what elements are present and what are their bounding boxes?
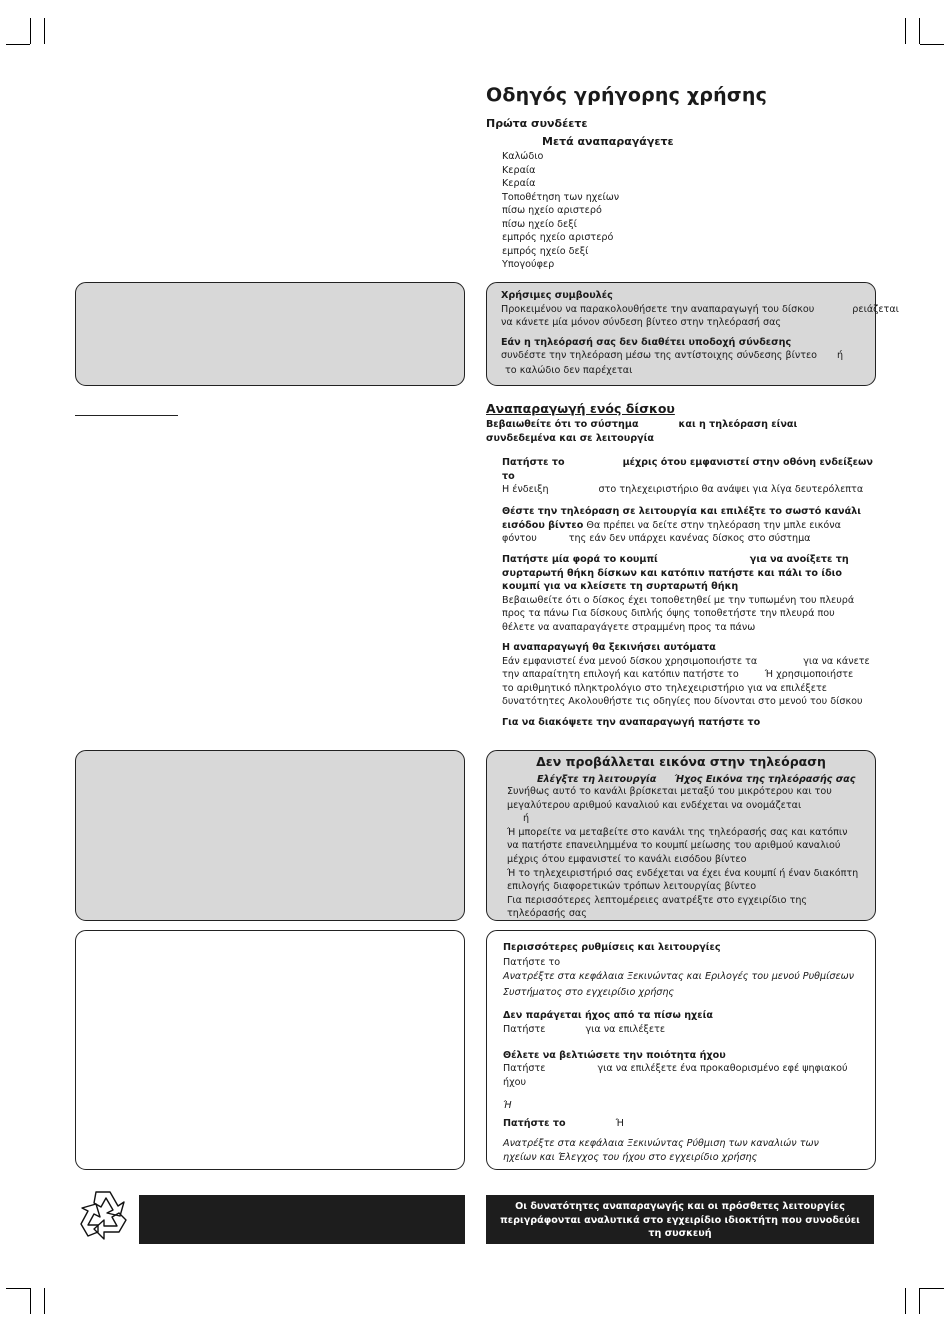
no-picture-sub: Ήχος Εικόνα της τηλεόρασής σας (674, 774, 856, 785)
step-title: Η αναπαραγωγή θα ξεκινήσει αυτόματα (502, 642, 716, 653)
list-item: Κεραία (502, 178, 536, 189)
no-picture-text: ή (523, 813, 530, 825)
settings-text: Πατήστε το (503, 1117, 566, 1129)
settings-text: Ή (615, 1117, 624, 1129)
step-text: το αριθμητικό πληκτρολόγιο στο τηλεχειριστήριο για να επιλέξετε (502, 682, 827, 694)
footer-text: Οι δυνατότητες αναπαραγωγής και οι πρόσθετες λειτουργίες (515, 1201, 845, 1212)
step-4 (502, 641, 882, 709)
settings-text: Πατήστε (503, 1023, 546, 1035)
step-text: Η ένδειξη (502, 484, 549, 496)
tips-text: ρειάζεται (852, 303, 899, 315)
list-item: Κεραία (502, 164, 536, 176)
step-title: μέχρις ότου εμφανιστεί στην οθόνη ενδείξεων (622, 457, 873, 468)
footer-bar-left (139, 1195, 465, 1244)
step-text: της εάν δεν υπάρχει κανένας δίσκος στο σύστημα (568, 533, 811, 545)
step-title: για να ανοίξετε τη (749, 554, 849, 565)
no-picture-sub: Ελέγξτε τη λειτουργία (537, 774, 657, 785)
tips-subheading: Εάν η τηλεόρασή σας δεν διαθέτει υποδοχή σύνδεσης (501, 336, 792, 348)
playback-intro: συνδεδεμένα και σε λειτουργία (486, 432, 654, 444)
settings-heading: Δεν παράγεται ήχος από τα πίσω ηχεία (503, 1010, 713, 1022)
playback-heading: Αναπαραγωγή ενός δίσκου (486, 401, 675, 416)
settings-heading: Περισσότερες ρυθμίσεις και λειτουργίες (503, 942, 721, 953)
list-item: πίσω ηχείο δεξί (502, 218, 577, 230)
step-title: Πατήστε το (502, 457, 565, 468)
recycle-icon (74, 1186, 132, 1244)
no-picture-text: τηλεόρασής σας (507, 908, 587, 920)
no-picture-text: μεγαλύτερου αριθμού καναλιού και ενδέχεται να ονομάζεται (507, 799, 802, 811)
step-2 (502, 505, 882, 546)
step-text: Ή χρησιμοποιήστε (764, 669, 854, 681)
no-picture-heading: Δεν προβάλλεται εικόνα στην τηλεόραση (536, 754, 826, 769)
step-text: Θα πρέπει να δείτε στην τηλεόραση την μπλε εικόνα (586, 519, 841, 531)
step-text: για να κάνετε (803, 655, 870, 667)
settings-text: ηχείων και Έλεγχος του ήχου στο εγχειρίδιο χρήσης (503, 1152, 758, 1164)
tips-text: ή (837, 350, 844, 362)
settings-text: για να επιλέξετε ένα προκαθορισμένο εφέ ψηφιακού (597, 1063, 848, 1075)
play-heading: Μετά αναπαραγάγετε (542, 135, 674, 148)
step-text: θέλετε να αναπαραγάγετε στραμμένη προς τα πάνω (502, 621, 756, 633)
step-text: Βεβαιωθείτε ότι ο δίσκος έχει τοποθετηθεί με την τυπωμένη του πλευρά (502, 594, 855, 606)
step-text: στο τηλεχειριστήριο θα ανάψει για λίγα δευτερόλεπτα (598, 484, 864, 496)
list-item: εμπρός ηχείο αριστερό (502, 232, 614, 243)
illustration-panel (75, 930, 465, 1170)
list-item: Υπογούφερ (502, 259, 555, 270)
settings-heading: Θέλετε να βελτιώσετε την ποιότητα ήχου (503, 1049, 726, 1061)
settings-text: Ανατρέξτε στα κεφάλαια Ξεκινώντας και Εριλογές του μενού Ρυθμίσεων (503, 971, 855, 983)
more-settings-box (486, 930, 876, 1170)
footer-text: τη συσκευή (648, 1228, 712, 1239)
step-title: Για να διακόψετε την αναπαραγωγή πατήστε το (502, 717, 761, 728)
no-picture-text: Για περισσότερες λεπτομέρειες ανατρέξτε στο εγχειρίδιο της (507, 894, 808, 906)
step-text: Εάν εμφανιστεί ένα μενού δίσκου χρησιμοποιήστε τα (502, 655, 758, 667)
no-picture-text: να πατήστε επανειλημμένα το κουμπί μείωσης του αριθμού καναλιού (507, 840, 841, 852)
illustration-panel (75, 282, 465, 386)
step-3 (502, 553, 882, 635)
settings-text: ήχου (503, 1076, 527, 1088)
step-1 (502, 456, 882, 497)
list-item: πίσω ηχείο αριστερό (502, 205, 602, 216)
step-text: προς τα πάνω Για δίσκους διπλής όψης τοποθετήστε την πλευρά που (502, 608, 835, 620)
step-title: Πατήστε μία φορά το κουμπί (502, 554, 658, 565)
no-picture-text: Συνήθως αυτό το κανάλι βρίσκεται μεταξύ του μικρότερου και του (507, 786, 832, 797)
step-text: φόντου (502, 533, 537, 545)
no-picture-box (486, 750, 876, 921)
playback-intro: Βεβαιωθείτε ότι το σύστημα (486, 419, 639, 430)
illustration-panel (75, 750, 465, 921)
step-title: εισόδου βίντεο (502, 519, 584, 531)
step-text: δυνατότητες Ακολουθήστε τις οδηγίες που δίνονται στο μενού του δίσκου (502, 696, 863, 708)
tips-box (486, 282, 899, 386)
no-picture-text: Ή το τηλεχειριστήριό σας ενδέχεται να έχει ένα κουμπί ή έναν διακόπτη (507, 867, 859, 879)
no-picture-text: Ή μπορείτε να μεταβείτε στο κανάλι της τηλεόρασής σας και κατόπιν (507, 826, 848, 838)
list-item: Καλώδιο (502, 151, 544, 162)
settings-text: για να επιλέξετε (585, 1023, 666, 1035)
step-title: κουμπί για να κλείσετε τη συρταρωτή θήκη (502, 581, 739, 593)
settings-text: Συστήματος στο εγχειρίδιο χρήσης (503, 986, 675, 998)
tips-heading: Χρήσιμες συμβουλές (501, 290, 613, 301)
step-title: Θέστε την τηλεόραση σε λειτουργία και επιλέξτε το σωστό κανάλι (502, 506, 861, 517)
settings-text: Ανατρέξτε στα κεφάλαια Ξεκινώντας Ρύθμιση των καναλιών των (503, 1137, 819, 1149)
settings-text: Ή (503, 1100, 512, 1112)
page-title: Οδηγός γρήγορης χρήσης (486, 84, 768, 106)
connection-list (502, 150, 619, 272)
list-item: εμπρός ηχείο δεξί (502, 245, 589, 257)
divider (75, 415, 178, 416)
tips-text: να κάνετε μία μόνον σύνδεση βίντεο στην τηλεόρασή σας (501, 317, 782, 329)
no-picture-text: μέχρις ότου εμφανιστεί το κανάλι εισόδου βίντεο (507, 853, 747, 865)
settings-text: Πατήστε (503, 1063, 546, 1075)
tips-text: συνδέστε την τηλεόραση μέσω της αντίστοιχης σύνδεσης βίντεο (501, 350, 818, 362)
step-title: το (502, 470, 515, 482)
connect-heading: Πρώτα συνδέετε (486, 117, 588, 130)
list-item: Τοποθέτηση των ηχείων (502, 191, 620, 203)
step-title: συρταρωτή θήκη δίσκων και κατόπιν πατήστε και πάλι το ίδιο (502, 567, 843, 579)
tips-text: το καλώδιο δεν παρέχεται (505, 364, 633, 376)
footer-bar (486, 1195, 874, 1244)
playback-intro: και η τηλεόραση είναι (678, 419, 798, 430)
tips-text: Προκειμένου να παρακολουθήσετε την αναπαραγωγή του δίσκου (501, 303, 815, 315)
no-picture-text: επιλογής διαφορετικών τρόπων λειτουργίας βίντεο (507, 881, 757, 893)
settings-text: Πατήστε το (503, 956, 561, 968)
footer-text: περιγράφονται αναλυτικά στο εγχειρίδιο ιδιοκτήτη που συνοδεύει (500, 1214, 860, 1226)
step-text: την απαραίτητη επιλογή και κατόπιν πατήστε το (502, 669, 739, 681)
step-5 (502, 716, 882, 730)
